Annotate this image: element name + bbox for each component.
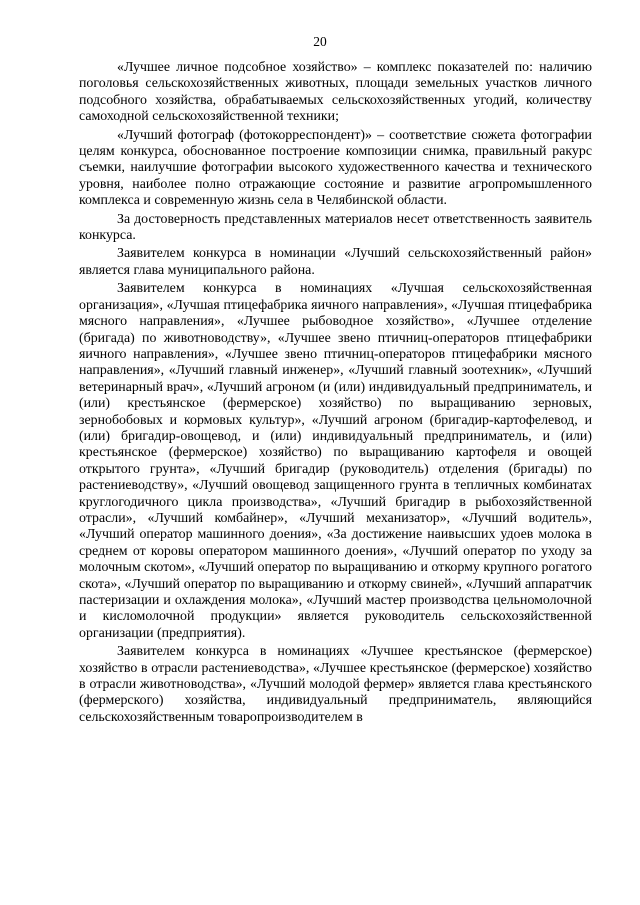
paragraph-responsibility: За достоверность представленных материалов несет ответственность заявитель конкурса.: [79, 211, 592, 244]
paragraph-organization-applicant: Заявителем конкурса в номинациях «Лучшая сельскохозяйственная организация», «Лучшая птицефабрика яичного направления», «Лучшая птицефабрика мясного направления», «Лучшее рыбоводное хозяйство», «Лучшее отделение (бригада) по животноводству», «Лучшее звено птичниц-операторов птицефабрики яичного направления», «Лучшее звено птичниц-операторов птицефабрики мясного направления», «Лучший главный инженер», «Лучший главный зоотехник», «Лучший ветеринарный врач», «Лучший агроном (и (или) индивидуальный предприниматель, и (или) крестьянское (фермерское) хозяйство) по выращиванию зерновых, зернобобовых и кормовых культур», «Лучший агроном (бригадир-картофелевод, и (или) бригадир-овощевод, и (или) индивидуальный предприниматель, и (или) крестьянское (фермерское) хозяйство) по выращиванию картофеля и овощей открытого грунта», «Лучший бригадир (руководитель) отделения (бригады) по растениеводству», «Лучший овощевод защищенного грунта в тепличных комбинатах круглогодичного цикла производства», «Лучший бригадир в рыбохозяйственной отрасли», «Лучший комбайнер», «Лучший механизатор», «Лучший водитель», «Лучший оператор машинного доения», «За достижение наивысших удоев молока в среднем от коровы оператором машинного доения», «Лучший оператор по уходу за молочным скотом», «Лучший оператор по выращиванию и откорму крупного рогатого скота», «Лучший оператор по выращиванию и откорму свиней», «Лучший аппаратчик пастеризации и охлаждения молока», «Лучший мастер производства цельномолочной и кисломолочной продукции» является руководитель сельскохозяйственной организации (предприятия).: [79, 281, 592, 641]
document-body: [79, 60, 592, 728]
page-number: 20: [313, 34, 327, 49]
paragraph-farmer-applicant: Заявителем конкурса в номинациях «Лучшее крестьянское (фермерское) хозяйство в отрасли растениеводства», «Лучшее крестьянское (фермерское) хозяйство в отрасли животноводства», «Лучший молодой фермер» является глава крестьянского (фермерского) хозяйства, индивидуальный предприниматель, являющийся сельскохозяйственным товаропроизводителем в: [79, 644, 592, 725]
paragraph-photographer-criteria: «Лучший фотограф (фотокорреспондент)» – соответствие сюжета фотографии целям конкурса, обоснованное построение композиции снимка, правильный ракурс съемки, наилучшие фотографии высокого художественного качества и технического уровня, наиболее полно отражающие состояние и развитие агропромышленного комплекса и современную жизнь села в Челябинской области.: [79, 127, 592, 209]
paragraph-personal-farm-criteria: «Лучшее личное подсобное хозяйство» – комплекс показателей по: наличию поголовья сельскохозяйственных животных, площади земельных участков личного подсобного хозяйства, обрабатываемых сельскохозяйственных угодий, количеству самоходной сельскохозяйственной техники;: [79, 60, 592, 125]
paragraph-district-applicant: Заявителем конкурса в номинации «Лучший сельскохозяйственный район» является глава муниципального района.: [79, 246, 592, 278]
